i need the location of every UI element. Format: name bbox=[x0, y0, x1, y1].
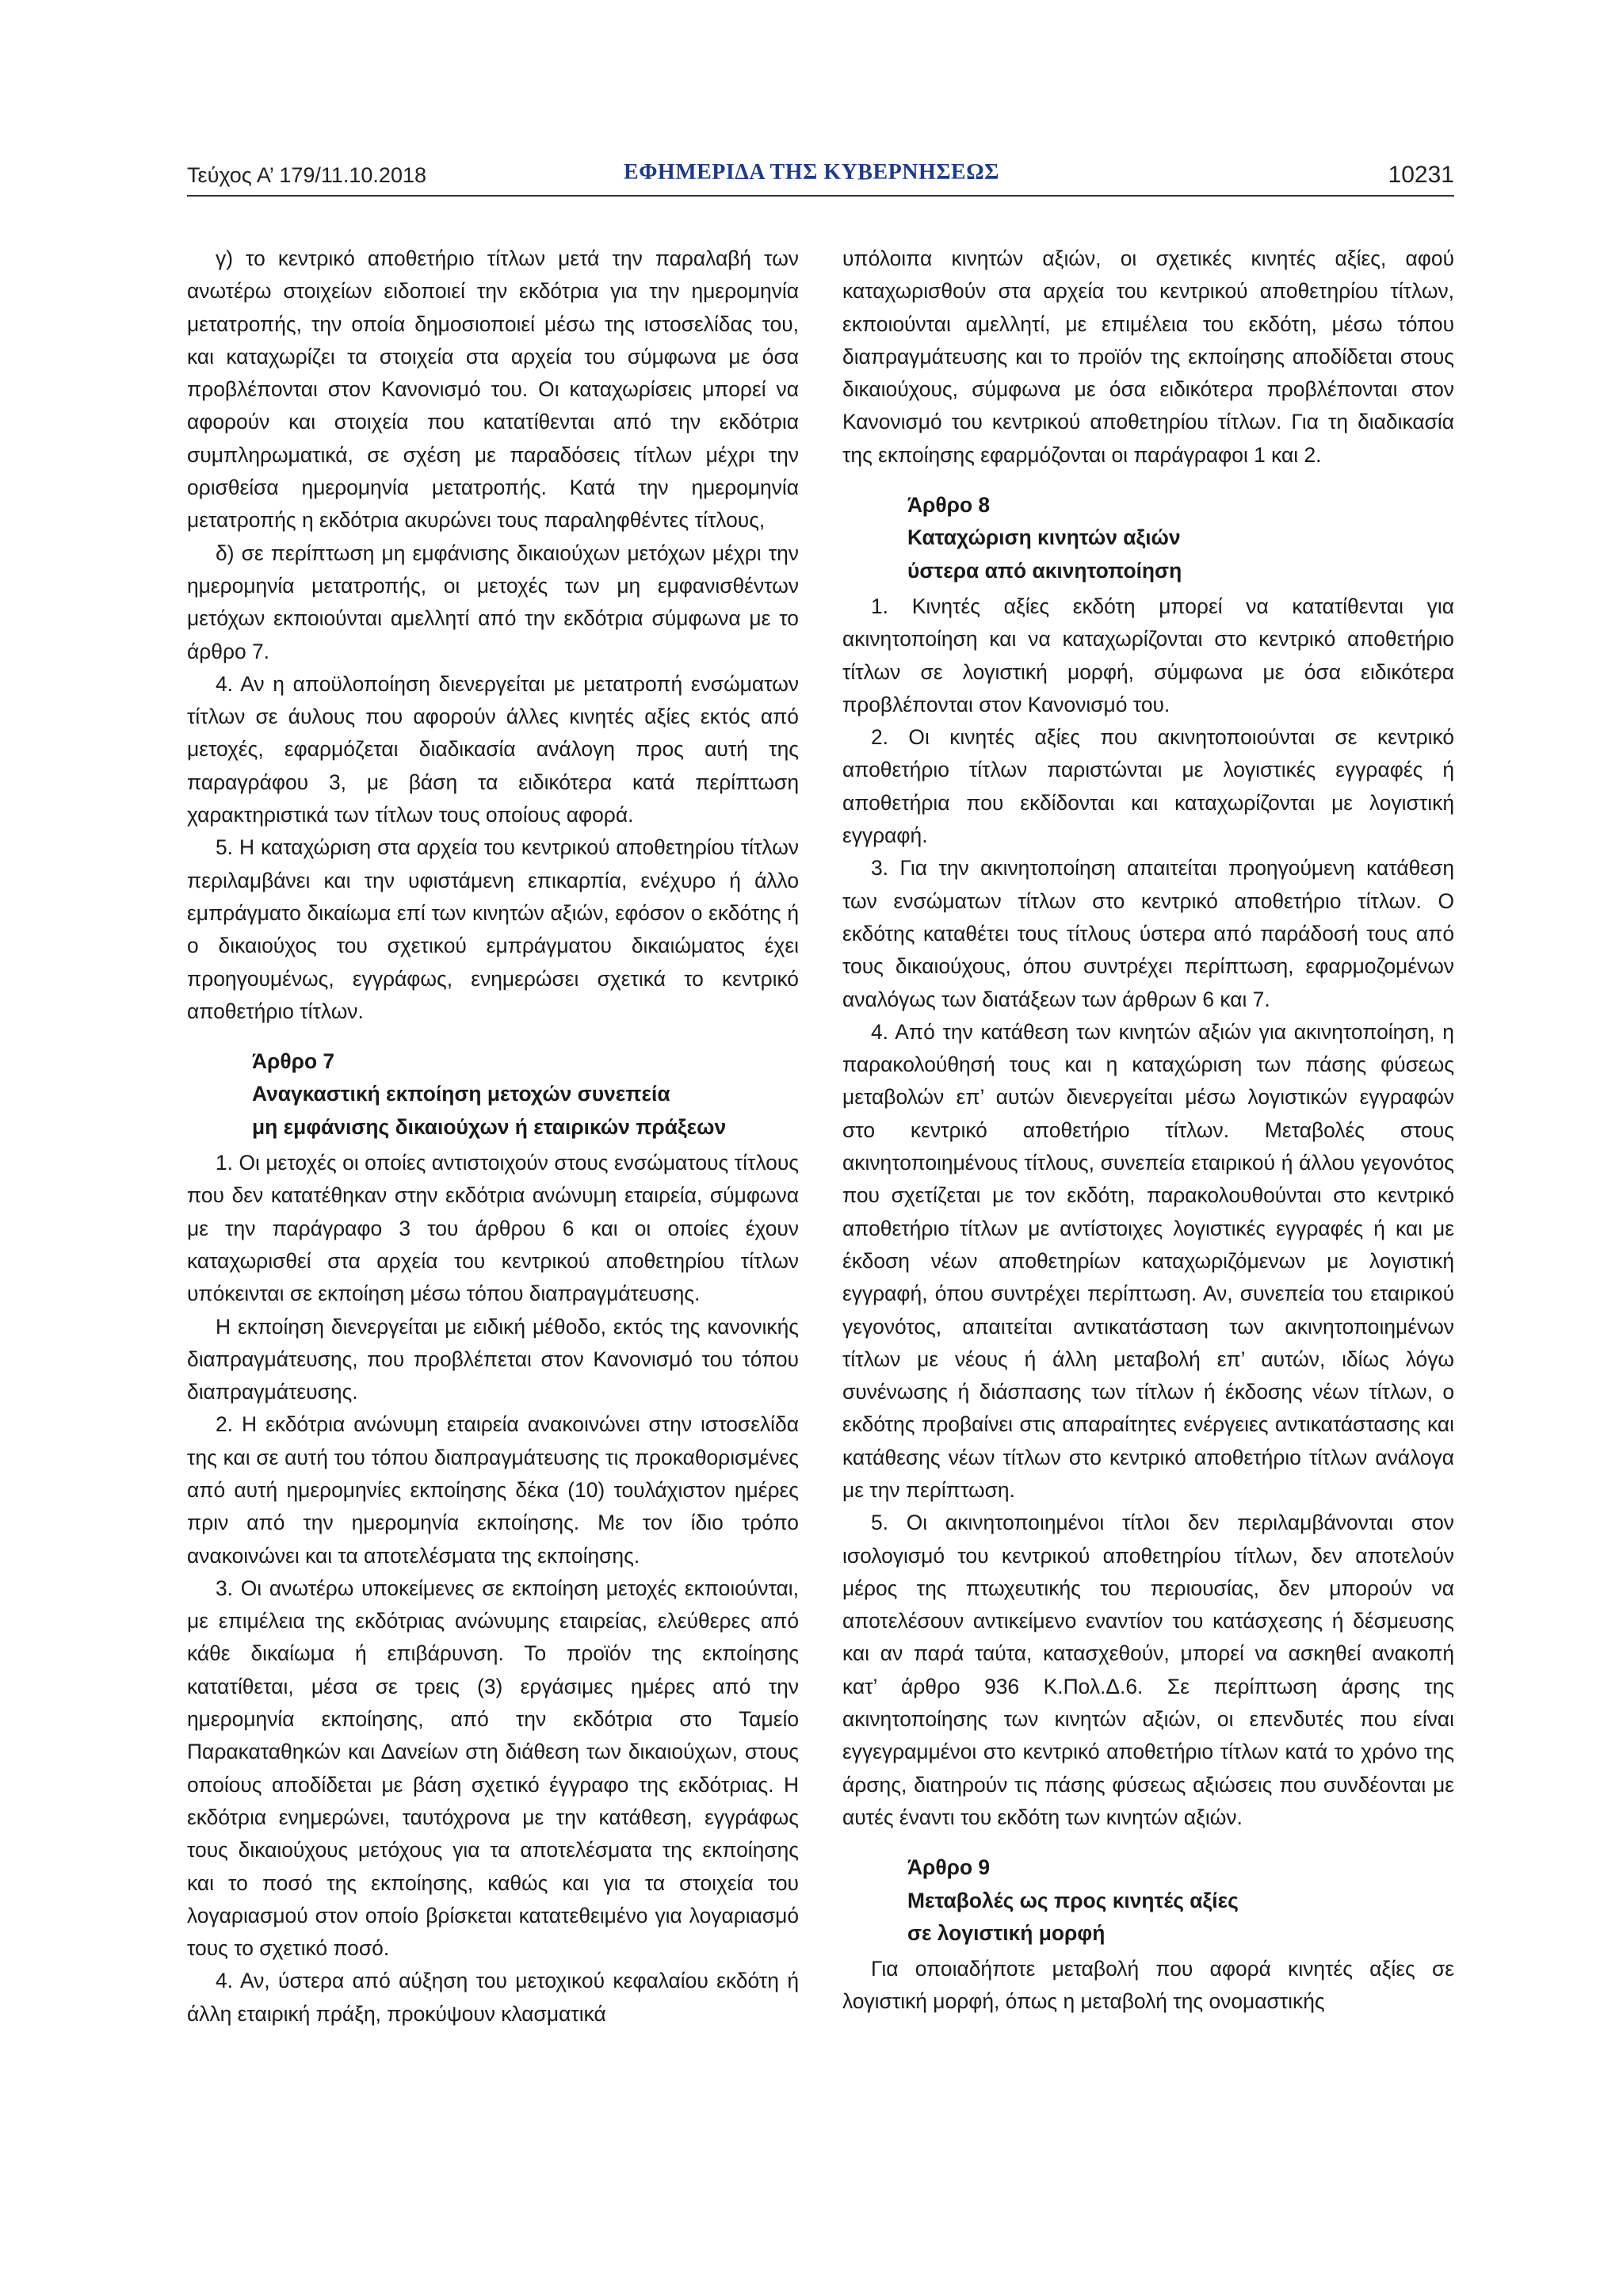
article-title: ύστερα από ακινητοποίηση bbox=[907, 558, 1182, 583]
header-divider bbox=[187, 195, 1454, 197]
gazette-title: ΕΦΗΜΕΡΙΔΑ ΤΗΣ ΚΥΒΕΡΝΗΣΕΩΣ bbox=[624, 160, 999, 185]
right-column bbox=[842, 243, 1454, 2030]
paragraph: 4. Από την κατάθεση των κινητών αξιών για ακινητοποίηση, η παρακολούθησή τους και η καταχώριση των πάσης φύσεως μεταβολών επ’ αυτών διενεργείται μέσω λογιστικών εγγραφών στο κεντρικό αποθετήριο τίτλων. Μεταβολές στους ακινητοποιημένους τίτλους, συνεπεία εταιρικού ή άλλου γεγονότος που σχετίζεται με τον εκδότη, παρακολουθούνται στο κεντρικό αποθετήριο τίτλων με αντίστοιχες λογιστικές εγγραφές ή και με έκδοση νέων αποθετηρίων καταχωριζόμενων με λογιστική εγγραφή, όπου συντρέχει περίπτωση. Αν, συνεπεία του εταιρικού γεγονότος, απαιτείται αντικατάσταση των ακινητοποιημένων τίτλων με νέους ή άλλη μεταβολή επ’ αυτών, ιδίως λόγω συνένωσης ή διάσπασης των τίτλων ή έκδοσης νέων τίτλων, ο εκδότης προβαίνει στις απαραίτητες ενέργειες αντικατάστασης και κατάθεσης νέων τίτλων στο κεντρικό αποθετήριο τίτλων ανάλογα με την περίπτωση. bbox=[842, 1019, 1454, 1502]
paragraph: 1. Κινητές αξίες εκδότη μπορεί να κατατίθενται για ακινητοποίηση και να καταχωρίζονται στο κεντρικό αποθετήριο τίτλων σε λογιστική μορφή, σύμφωνα με όσα ειδικότερα προβλέπονται στον Κανονισμό του. bbox=[842, 594, 1454, 716]
paragraph: υπόλοιπα κινητών αξιών, οι σχετικές κινητές αξίες, αφού καταχωρισθούν στα αρχεία του κεντρικού αποθετηρίου τίτλων, εκποιούνται αμελλητί, με επιμέλεια του εκδότη, μέσω τόπου διαπραγμάτευσης και το προϊόν της εκποίησης αποδίδεται στους δικαιούχους, σύμφωνα με όσα ειδικότερα προβλέπονται στον Κανονισμό του κεντρικού αποθετηρίου τίτλων. Για τη διαδικασία της εκποίησης εφαρμόζονται οι παράγραφοι 1 και 2. bbox=[842, 246, 1454, 467]
article-title: σε λογιστική μορφή bbox=[907, 1920, 1106, 1945]
paragraph: 3. Για την ακινητοποίηση απαιτείται προηγούμενη κατάθεση των ενσώματων τίτλων στο κεντρικό αποθετήριο τίτλων. Ο εκδότης καταθέτει τους τίτλους ύστερα από παράδοσή τους από τους δικαιούχους, όπου συντρέχει περίπτωση, εφαρμοζομένων αναλόγως των διατάξεων των άρθρων 6 και 7. bbox=[842, 856, 1454, 1011]
paragraph: 1. Οι μετοχές οι οποίες αντιστοιχούν στους ενσώματους τίτλους που δεν κατατέθηκαν στην εκδότρια ανώνυμη εταιρεία, σύμφωνα με την παράγραφο 3 του άρθρου 6 και οι οποίες έχουν καταχωρισθεί στα αρχεία του κεντρικού αποθετηρίου τίτλων υπόκεινται σε εκποίηση μέσω τόπου διαπραγμάτευσης. bbox=[187, 1151, 799, 1306]
article-title: Μεταβολές ως προς κινητές αξίες bbox=[907, 1888, 1239, 1912]
paragraph: 5. Οι ακινητοποιημένοι τίτλοι δεν περιλαμβάνονται στον ισολογισμό του κεντρικού αποθετηρίου τίτλων, δεν αποτελούν μέρος της πτωχευτικής του περιουσίας, δεν μπορούν να αποτελέσουν αντικείμενο εναντίον του κατάσχεσης ή δέσμευσης και αν παρά ταύτα, κατασχεθούν, μπορεί να ασκηθεί ανακοπή κατ’ άρθρο 936 Κ.Πολ.Δ.6. Σε περίπτωση άρσης της ακινητοποίησης των κινητών αξιών, οι επενδυτές που είναι εγγεγραμμένοι στο κεντρικό αποθετήριο τίτλων κατά το χρόνο της άρσης, διατηρούν τις πάσης φύσεως αξιώσεις που συνδέονται με αυτές έναντι του εκδότη των κινητών αξιών. bbox=[842, 1511, 1454, 1829]
paragraph: 2. Οι κινητές αξίες που ακινητοποιούνται σε κεντρικό αποθετήριο τίτλων παριστώνται με λογιστικές εγγραφές ή αποθετήρια που εκδίδονται και καταχωρίζονται με λογιστική εγγραφή. bbox=[842, 725, 1454, 848]
article-8-heading bbox=[842, 489, 1454, 587]
paragraph: γ) το κεντρικό αποθετήριο τίτλων μετά την παραλαβή των ανωτέρω στοιχείων ειδοποιεί την εκδότρια για την ημερομηνία μετατροπής, την οποία δημοσιοποιεί μέσω της ιστοσελίδας του, και καταχωρίζει τα στοιχεία στα αρχεία του σύμφωνα με όσα προβλέπονται στον Κανονισμό του. Οι καταχωρίσεις μπορεί να αφορούν και στοιχεία που κατατίθενται από την εκδότρια συμπληρωματικά, σε σχέση με παραδόσεις τίτλων μέχρι την ορισθείσα ημερομηνία μετατροπής. Κατά την ημερομηνία μετατροπής η εκδότρια ακυρώνει τους παραληφθέντες τίτλους, bbox=[187, 246, 799, 533]
article-number: Άρθρο 7 bbox=[252, 1049, 335, 1074]
article-7-heading bbox=[187, 1045, 799, 1144]
paragraph: Η εκποίηση διενεργείται με ειδική μέθοδο, εκτός της κανονικής διαπραγμάτευσης, που προβλέπεται στον Κανονισμό του τόπου διαπραγμάτευσης. bbox=[187, 1314, 799, 1404]
page-number: 10231 bbox=[1388, 162, 1454, 188]
paragraph: 4. Αν η αποϋλοποίηση διενεργείται με μετατροπή ενσώματων τίτλων σε άυλους που αφορούν άλλες κινητές αξίες εκτός από μετοχές, εφαρμόζεται διαδικασία ανάλογη προς αυτή της παραγράφου 3, με βάση τα ειδικότερα κατά περίπτωση χαρακτηριστικά των τίτλων τους οποίους αφορά. bbox=[187, 671, 799, 827]
issue-reference: Τεύχος Α’ 179/11.10.2018 bbox=[187, 163, 426, 187]
paragraph: 5. Η καταχώριση στα αρχεία του κεντρικού αποθετηρίου τίτλων περιλαμβάνει και την υφιστάμενη επικαρπία, ενέχυρο ή άλλο εμπράγματο δικαίωμα επί των κινητών αξιών, εφόσον ο εκδότης ή ο δικαιούχος του σχετικού εμπράγματου δικαιώματος έχει προηγουμένως, εγγράφως, ενημερώσει σχετικά το κεντρικό αποθετήριο τίτλων. bbox=[187, 835, 799, 1023]
document-body bbox=[187, 243, 1454, 2030]
article-title: Αναγκαστική εκποίηση μετοχών συνεπεία bbox=[252, 1082, 670, 1106]
page-header bbox=[0, 0, 1623, 206]
left-column bbox=[187, 243, 799, 2030]
paragraph: 4. Αν, ύστερα από αύξηση του μετοχικού κεφαλαίου εκδότη ή άλλη εταιρική πράξη, προκύψουν κλασματικά bbox=[187, 1969, 799, 2026]
article-number: Άρθρο 9 bbox=[907, 1855, 991, 1880]
paragraph: δ) σε περίπτωση μη εμφάνισης δικαιούχων μετόχων μέχρι την ημερομηνία μετατροπής, οι μετοχές των μη εμφανισθέντων μετόχων εκποιούνται αμελλητί από την εκδότρια σύμφωνα με το άρθρο 7. bbox=[187, 541, 799, 663]
article-number: Άρθρο 8 bbox=[907, 493, 991, 518]
paragraph: 3. Οι ανωτέρω υποκείμενες σε εκποίηση μετοχές εκποιούνται, με επιμέλεια της εκδότριας ανώνυμης εταιρείας, ελεύθερες από κάθε δικαίωμα ή επιβάρυνση. Το προϊόν της εκποίησης κατατίθεται, μέσα σε τρεις (3) εργάσιμες ημέρες από την ημερομηνία εκποίησης, από την εκδότρια στο Ταμείο Παρακαταθηκών και Δανείων στη διάθεση των δικαιούχων, στους οποίους αποδίδεται με βάση σχετικό έγγραφο της εκδότριας. Η εκδότρια ενημερώνει, ταυτόχρονα με την κατάθεση, εγγράφως τους δικαιούχους μετόχους για τα αποτελέσματα της εκποίησης και το ποσό της εκποίησης, καθώς και για τα στοιχεία του λογαριασμού στον οποίο βρίσκεται κατατεθειμένο για λογαριασμό τους το σχετικό ποσό. bbox=[187, 1576, 799, 1961]
article-title: Καταχώριση κινητών αξιών bbox=[907, 525, 1181, 550]
article-9-heading bbox=[842, 1851, 1454, 1950]
article-title: μη εμφάνισης δικαιούχων ή εταιρικών πράξεων bbox=[252, 1114, 727, 1139]
paragraph: Για οποιαδήποτε μεταβολή που αφορά κινητές αξίες σε λογιστική μορφή, όπως η μεταβολή της ονομαστικής bbox=[842, 1957, 1454, 2014]
paragraph: 2. Η εκδότρια ανώνυμη εταιρεία ανακοινώνει στην ιστοσελίδα της και σε αυτή του τόπου διαπραγμάτευσης τις προκαθορισμένες από αυτή ημερομηνίες εκποίησης δέκα (10) τουλάχιστον ημέρες πριν από την ημερομηνία εκποίησης. Με τον ίδιο τρόπο ανακοινώνει και τα αποτελέσματα της εκποίησης. bbox=[187, 1412, 799, 1568]
